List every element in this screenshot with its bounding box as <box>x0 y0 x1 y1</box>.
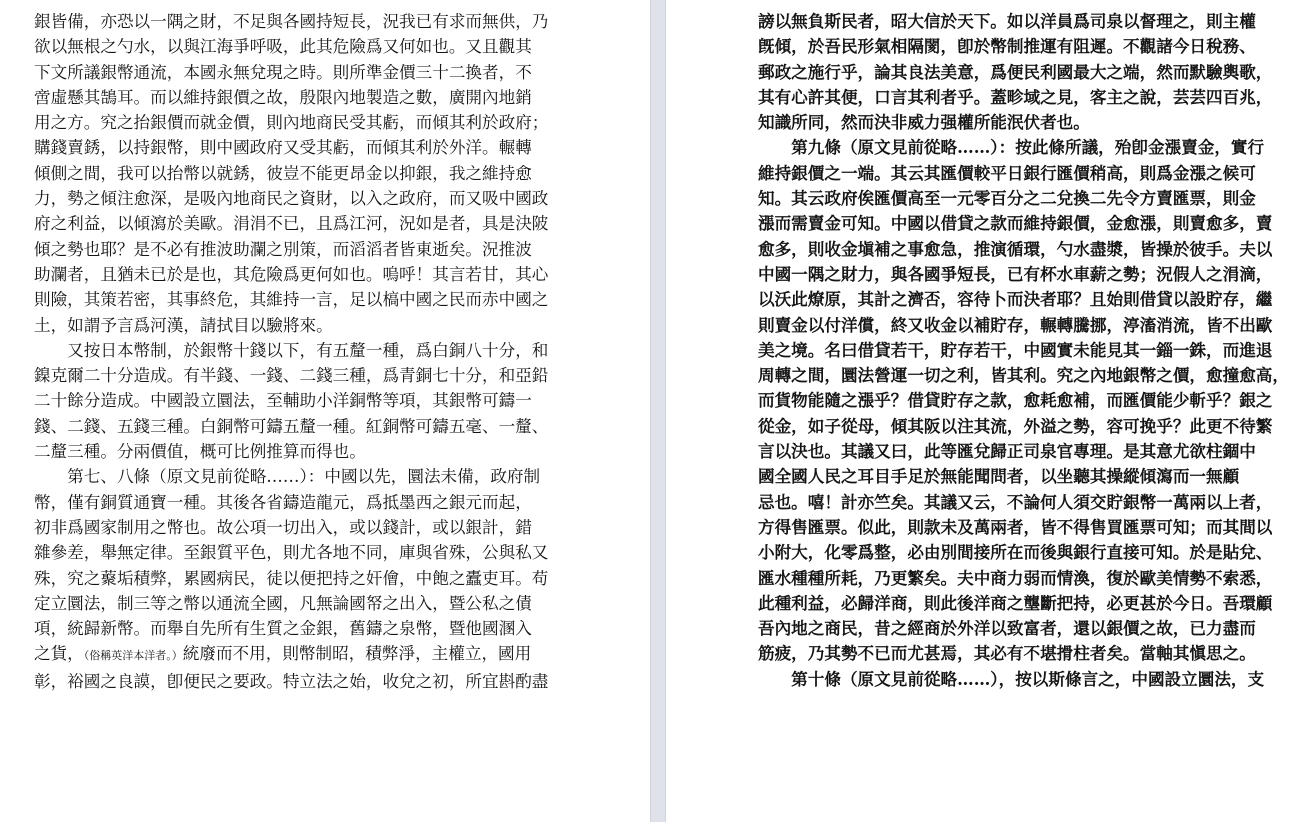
right-page-line: 吾內地之商民，昔之經商於外洋以致富者，還以銀價之故，已力盡而 <box>758 618 1256 639</box>
right-page-line: 知。其云政府俟匯價高至一元零百分之二兌換二先令方賣匯票，則金 <box>758 188 1256 209</box>
right-page-line: 以沃此燎原，其計之濟否，容待卜而決者耶？且始則借貸以設貯存，繼 <box>758 289 1273 310</box>
right-page-line: 則賣金以付洋償，終又收金以補貯存，輾轉騰挪，渟滀消流，皆不出歐 <box>758 314 1273 335</box>
right-page <box>666 0 1289 822</box>
inline-note: （俗稱英洋本洋者。） <box>83 649 183 663</box>
left-page-line: 傾之勢也耶？是不必有推波助瀾之別策，而滔滔者皆東逝矣。況推波 <box>34 239 532 259</box>
left-page-line: 力，勢之傾注愈深，是吸內地商民之資財，以入之政府，而又吸中國政 <box>34 189 549 209</box>
left-page-line: 銀皆備，亦恐以一隅之財，不足與各國持短長，況我已有求而無供，乃 <box>34 12 549 31</box>
right-page-line: 維持銀價之一端。其云其匯價較平日銀行匯價稍高，則爲金漲之候可 <box>758 162 1256 183</box>
right-page-line: 美之境。名曰借貸若干，貯存若干，中國實未能見其一錙一銖，而進退 <box>758 339 1273 360</box>
left-page-line: 定立圜法，制三等之幣以通流全國，凡無論國帑之出入，暨公私之債 <box>34 593 532 613</box>
left-page-line: 二釐三種。分兩價值，概可比例推算而得也。 <box>34 442 366 462</box>
right-page-line: 方得售匯票。似此，則款未及萬兩者，皆不得售買匯票可知；而其間以 <box>758 516 1273 537</box>
left-page-line: 殊，究之藂垢積弊，累國病民，徒以便把持之奸儈，中飽之蠹吏耳。苟 <box>34 568 549 588</box>
right-page-line: 旣傾，於吾民形氣相隔閡，卽於幣制推運有阻遲。不觀諸今日稅務、 <box>758 36 1256 57</box>
right-page-line: 愈多，則收金塡補之事愈急，推演循環，勺水盡漿，皆操於彼手。夫以 <box>758 238 1273 259</box>
left-page-line: 又按日本幣制，於銀幣十錢以下，有五釐一種，爲白銅八十分，和 <box>34 340 549 360</box>
left-page-line: 錢、二錢、五錢三種。白銅幣可鑄五釐一種。紅銅幣可鑄五毫、一釐、 <box>34 416 549 436</box>
line-segment: 統廢而不用，則幣制昭，積弊淨，主權立，國用 <box>182 644 532 664</box>
right-page-line: 第十條（原文見前從略……），按以斯條言之，中國設立圜法，支 <box>758 668 1265 689</box>
left-page-line: 傾側之間，我可以抬幣以就銹，彼豈不能更昂金以抑銀，我之維持愈 <box>34 163 532 183</box>
left-page-text <box>34 9 564 694</box>
line-segment: 之貨， <box>34 644 84 664</box>
left-page-line: 鎳克爾二十分造成。有半錢、一錢、二錢三種，爲青銅七十分，和亞鉛 <box>34 366 549 386</box>
page-gutter <box>650 0 666 822</box>
left-page-line: 項，統歸新幣。而舉自先所有生質之金銀，舊鑄之泉幣，暨他國溷入 <box>34 619 532 639</box>
right-page-line: 周轉之間，圜法營運一切之利，皆其利。究之內地銀幣之價，愈撞愈高， <box>758 365 1289 386</box>
right-page-line: 漲而需賣金可知。中國以借貸之款而維持銀價，金愈漲，則賣愈多，賣 <box>758 213 1273 234</box>
right-page-text <box>758 9 1289 692</box>
right-page-line: 知識所同，然而決非威力强權所能泯伏者也。 <box>758 112 1090 133</box>
right-page-line: 言以決也。其議又曰，此等匯兌歸正司泉官專理。是其意尤欲柱錮中 <box>758 441 1256 462</box>
right-page-line: 忌也。嘻！計亦竺矣。其議又云，不論何人須交貯銀幣一萬兩以上者， <box>758 491 1273 512</box>
right-page-line: 第九條（原文見前從略……）：按此條所議，殆卽金漲賣金，實行 <box>758 137 1265 158</box>
left-page-line: 幣，僅有銅質通寶一種。其後各省鑄造龍元，爲抵墨西之銀元而起， <box>34 492 532 512</box>
right-page-line: 小附大，化零爲整，必由別間接所在而後與銀行直接可知。於是貼兌、 <box>758 542 1273 563</box>
left-page-line: 雜參差，舉無定律。至銀質平色，則尤各地不同，庫與省殊，公與私又 <box>34 543 549 563</box>
left-page-line: 下文所議銀幣通流，本國永無兌現之時。則所準金價三十二換者，不 <box>34 62 532 82</box>
right-page-line: 筋疲，乃其勢不已而尤甚焉，其必有不堪搰柱者矣。當軸其愼思之。 <box>758 643 1256 664</box>
left-page-line: 助瀾者，且猶未已於是也，其危險爲更何如也。嗚呼！其言若甘，其心 <box>34 264 549 284</box>
right-page-line: 國全國人民之耳目手足於無能聞問者，以坐聽其操縱傾瀉而一無顧 <box>758 466 1240 487</box>
right-page-line: 從金，如子從母，傾其阪以注其流，外溢之勢，容可挽乎？此更不待繁 <box>758 415 1273 436</box>
left-page-line: 欲以無根之勺水，以與江海爭呼吸，此其危險爲又何如也。又且觀其 <box>34 37 532 57</box>
left-page-line <box>34 641 564 668</box>
right-page-line: 郵政之施行乎，論其良法美意，爲便民利國最大之端，然而默驗輿歌， <box>758 61 1273 82</box>
left-page-line: 用之方。究之抬銀價而就金價，則內地商民受其虧，而傾其利於政府； <box>34 113 549 133</box>
left-page-line: 第七、八條（原文見前從略……）：中國以先，圜法未備，政府制 <box>34 467 541 487</box>
right-page-line: 匯水種種所耗，乃更繁矣。夫中商力弱而情渙，復於歐美情勢不索悉， <box>758 567 1273 588</box>
left-page-line: 府之利益，以傾瀉於美歐。涓涓不已，且爲江河，況如是者，具是決陂 <box>34 214 549 234</box>
left-page-line: 彰，裕國之良謨，卽便民之要政。特立法之始，收兌之初，所宜斟酌盡 <box>34 671 549 691</box>
left-page-line: 則險，其策若密，其事終危，其維持一言，足以槁中國之民而赤中國之 <box>34 290 549 310</box>
left-page-line: 土，如謂予言爲河漢，請拭目以驗將來。 <box>34 315 333 335</box>
left-page-line: 初非爲國家制用之幣也。故公項一切出入，或以錢計，或以銀計，錯 <box>34 517 532 537</box>
right-page-line: 此種利益，必歸洋商，則此後洋商之壟斷把持，必更甚於今日。吾環顧 <box>758 592 1273 613</box>
right-page-line: 而貨物能隨之漲乎？借貸貯存之款，愈耗愈補，而匯價能少斬乎？銀之 <box>758 390 1273 411</box>
right-page-line: 謗以無負斯民者，昭大信於天下。如以洋員爲司泉以督理之，則主權 <box>758 11 1256 31</box>
right-page-line: 中國一隅之財力，與各國爭短長，已有杯水車薪之勢；況假人之涓滴， <box>758 263 1273 284</box>
left-page-line: 二十餘分造成。中國設立圜法，至輔助小洋銅幣等項，其銀幣可鑄一 <box>34 391 532 411</box>
left-page-line: 啻虛懸其鵠耳。而以維持銀價之故，殷限內地製造之數，廣開內地銷 <box>34 87 532 107</box>
right-page-line: 其有心許其便，口言其利者乎。蓋畛域之見，客主之說，芸芸四百兆， <box>758 86 1273 107</box>
left-page-line: 購錢賣銹，以持銀幣，則中國政府又受其虧，而傾其利於外洋。輾轉 <box>34 138 532 158</box>
